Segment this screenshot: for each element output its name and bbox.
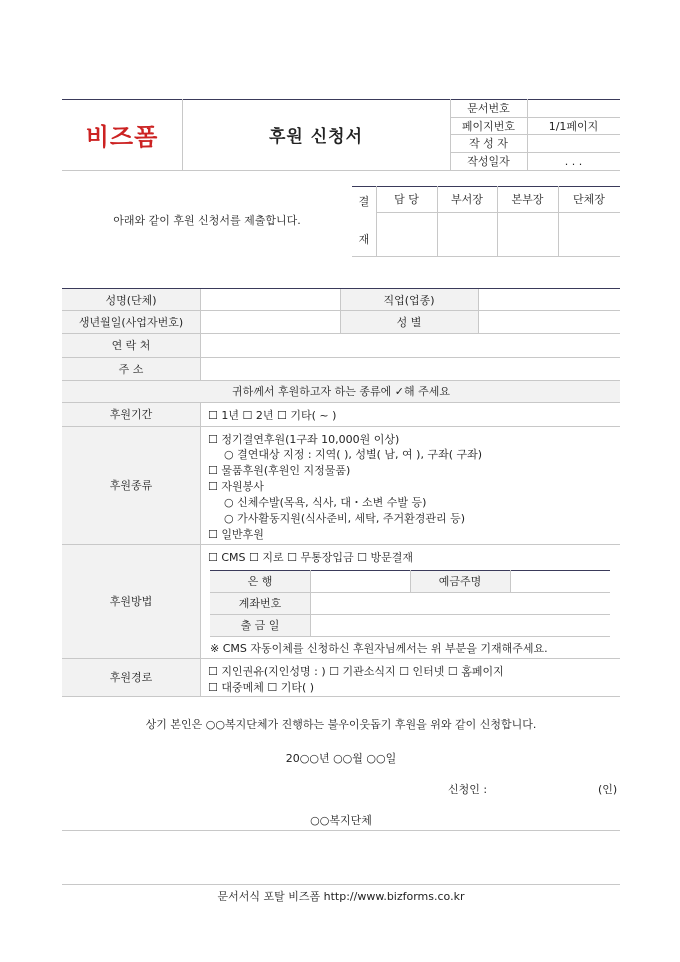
type-housework-option[interactable]: ○ 가사활동지원(식사준비, 세탁, 주거환경관리 등) [224,512,466,525]
period-options[interactable]: ☐ 1년 ☐ 2년 ☐ 기타( ~ ) [208,409,337,422]
type-label: 후원종류 [109,479,153,492]
name-label: 성명(단체) [105,293,157,307]
type-general-option[interactable]: ☐ 일반후원 [208,528,264,541]
instruction-text: 귀하께서 후원하고자 하는 종류에 ✓해 주세요 [232,385,450,398]
birth-input[interactable] [200,310,340,333]
type-regular-detail[interactable]: ○ 결연대상 지정 : 지역( ), 성별( 남, 여 ), 구좌( 구좌) [224,448,483,461]
approval-col-manager: 부서장 [451,193,483,206]
cms-note: ※ CMS 자동이체를 신청하신 후원자님께서는 위 부분을 기재해주세요. [210,642,548,655]
method-options[interactable]: ☐ CMS ☐ 지로 ☐ 무통장입금 ☐ 방문결재 [208,551,413,564]
date-label: 작성일자 [467,155,510,168]
name-input[interactable] [200,289,340,310]
contact-label: 연 락 처 [111,339,151,352]
account-label: 계좌번호 [238,597,282,610]
type-regular-option[interactable]: ☐ 정기결연후원(1구좌 10,000원 이상) [208,433,400,446]
withdraw-input[interactable] [310,614,610,636]
period-label: 후원기간 [109,408,153,421]
page-number-label: 페이지번호 [461,119,516,133]
address-label: 주 소 [118,362,144,376]
author-value[interactable] [527,134,620,152]
organization-name: ○○복지단체 [310,814,372,827]
date-value[interactable]: . . . [564,154,583,168]
job-label: 직업(업종) [383,293,435,307]
approval-col-staff: 담 당 [394,193,419,206]
address-input[interactable] [200,357,620,380]
approval-side-2: 재 [358,233,370,246]
brand-logo: 비즈폼 [85,122,159,151]
birth-label: 생년월일(사업자번호) [78,315,184,329]
job-input[interactable] [478,289,620,310]
portal-footer: 문서서식 포탈 비즈폼 http://www.bizforms.co.kr [217,890,465,903]
route-label: 후원경로 [109,671,153,684]
seal-label: (인) [598,783,618,796]
applicant-label: 신청인 : [448,783,488,796]
doc-number-label: 문서번호 [467,102,510,115]
gender-label: 성 별 [396,315,422,329]
contact-input[interactable] [200,333,620,357]
page-number-value: 1/1페이지 [548,119,599,133]
bank-input[interactable] [310,570,410,592]
approval-col-director: 본부장 [511,193,544,206]
withdraw-label: 출 금 일 [240,619,280,632]
route-options-1[interactable]: ☐ 지인권유(지인성명 : ) ☐ 기관소식지 ☐ 인터넷 ☐ 홈페이지 [208,665,504,678]
route-options-2[interactable]: ☐ 대중메체 ☐ 기타( ) [208,681,315,694]
declaration-text: 상기 본인은 ○○복지단체가 진행하는 불우이웃돕기 후원을 위와 같이 신청합니다. [145,718,537,731]
account-input[interactable] [310,592,610,614]
depositor-label: 예금주명 [438,575,482,588]
gender-input[interactable] [478,310,620,333]
type-volunteer-option[interactable]: ☐ 자원봉사 [208,480,264,493]
doc-number-value[interactable] [527,99,620,117]
approval-col-head: 단체장 [573,193,605,206]
author-label: 작 성 자 [469,137,508,150]
application-date: 20○○년 ○○월 ○○일 [285,752,397,765]
intro-text: 아래와 같이 후원 신청서를 제출합니다. [113,214,301,227]
type-goods-option[interactable]: ☐ 물품후원(후원인 지정물품) [208,464,351,477]
method-label: 후원방법 [109,595,153,608]
bank-label: 은 행 [247,575,273,588]
approval-side-1: 결 [358,195,370,208]
depositor-input[interactable] [510,570,610,592]
document-title: 후원 신청서 [268,126,364,147]
type-care-option[interactable]: ○ 신체수발(목욕, 식사, 대・소변 수발 등) [224,496,427,509]
